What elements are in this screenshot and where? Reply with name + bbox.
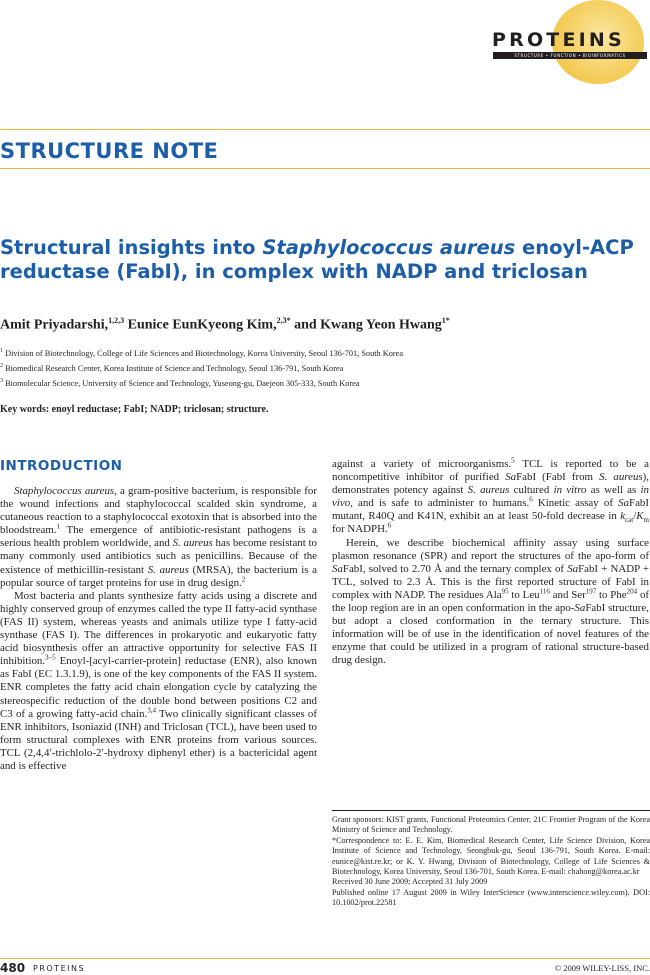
author-name: and Kwang Yeon Hwang [294,317,442,333]
body-column-right [332,458,649,668]
published-note: Published online 17 August 2009 in Wiley InterScience (www.interscience.wiley.com). DOI: 10.1002/prot.22581 [332,887,650,908]
journal-tagline: STRUCTURE • FUNCTION • BIOINFORMATICS [493,52,647,59]
body-column-left [0,485,317,773]
header-rule [0,129,650,130]
received-date: Received 30 June 2009; Accepted 31 July 2009 [332,877,488,887]
author-name: Eunice EunKyeong Kim, [127,317,277,333]
footnotes [332,815,650,909]
paragraph: Herein, we describe biochemical affinity assay using surface plasmon resonance (SPR) and report the structures of the apo-form of SaFabI, solved to 2.70 Å and the ternary complex of SaFabI + NADP + TCL, solved to 2.3 Å. This is the first reported structure of FabI in complex with NADP. The residues Ala$^{95}$ to Leu$^{116}$ and Ser$^{197}$ to Phe$^{204}$ of the loop region are in an open conformation in the apo-SaFabI structure, but adopt a closed conformation in the ternary structure. This information will be of use in the identification of novel features of the enzyme that could be utilized in a program of rational structure-based drug design. [332,536,650,667]
journal-logo: PROTEINS [492,29,625,51]
author-name: Amit Priyadarshi, [0,317,109,333]
affiliation: $^2$ Biomedical Research Center, Korea Institute of Science and Technology, Seoul 136-791, South Korea [0,363,344,373]
page-number: 480 [0,961,26,975]
copyright: © 2009 WILEY-LISS, INC. [554,963,650,973]
affiliation: $^3$ Biomolecular Science, University of Science and Technology, Yuseong-gu, Daejeon 305-333, South Korea [0,378,360,388]
footer-journal-name: PROTEINS [33,964,86,973]
intro-heading: INTRODUCTION [0,458,123,474]
section-rule [0,168,650,169]
paragraph: against a variety of microorganisms.$^5$ TCL is reported to be a noncompetitive inhibitor of purified SaFabI (FabI from S. aureus), demonstrates potency against S. aureus cultured in vitro as well as in vivo, and is safe to administer to humans.$^6$ Kinetic assay of SaFabI mutant, R40Q and K41N, exhibit an at least 50-fold decrease in $k_{cat}/K_m$ for NADPH.$^6$ [332,456,650,536]
author-list: Amit Priyadarshi,$^{1,2,3}$ Eunice EunKyeong Kim,$^{2,3*}$ and Kwang Yeon Hwang$^{1*}$ [0,316,450,333]
affiliation: $^1$ Division of Biotechnology, College of Life Sciences and Biotechnology, Korea University, Seoul 136-701, South Korea [0,348,404,358]
section-label: STRUCTURE NOTE [0,139,219,163]
article-title: Structural insights into Staphylococcus aureus enoyl-ACP reductase (FabI), in complex with NADP and triclosan [0,236,634,283]
footer-rule [0,958,650,959]
paragraph: Most bacteria and plants synthesize fatty acids using a discrete and highly conserved group of enzymes called the type II fatty-acid synthase (FAS II) system, whereas yeasts and animals utilize type I fatty-acid synthase (FAS I). The differences in prokaryotic and eukaryotic fatty acid biosynthesis offer an attractive opportunity for selective FAS II inhibition.$^{3-5}$ Enoyl-[acyl-carrier-protein] reductase (ENR), also known as FabI (EC 1.3.1.9), is one of the key components of the FAS II system. ENR completes the fatty acid chain elongation cycle by catalyzing the stereospecific reduction of the double bond between positions C2 and C3 of a growing fatty-acid chain.$^{3,4}$ Two clinically significant classes of ENR inhibitors, Isoniazid (INH) and Triclosan (TCL), have been used to form structural complexes with ENR proteins from various sources. TCL (2,4,4′-trichlolo-2′-hydroxy diphenyl ether) is a bactericidal agent and is effective [0,589,317,772]
paragraph: Staphylococcus aureus, a gram-positive bacterium, is responsible for the wound infections and staphylococcal scalded skin syndrome, a cutaneous reaction to a staphylococcal exotoxin that is absorbed into the bloodstream.$^1$ The emergence of antibiotic-resistant pathogens is a serious health problem worldwide, and S. aureus has become resistant to many commonly used antibiotics such as penicillins. Because of the existence of methicillin-resistant S. aureus (MRSA), the bacterium is a popular source of target proteins for use in drug design.$^2$ [0,485,318,589]
correspondence-note: *Correspondence to: E. E. Kim, Biomedical Research Center, Life Science Division, Korea Institute of Science and Technology, Seongbuk-gu, Seoul 136-791, South Korea. E-mail: eunice@kist.re.kr; or K. Y. Hwang, Division of Biotechnology, College of Life Sciences & Biotechnology, Korea University, Seoul 136-701, South Korea. E-mail: chahong@korea.ac.kr [332,835,650,877]
footnote-rule [332,810,650,811]
keywords: Key words: enoyl reductase; FabI; NADP; triclosan; structure. [0,404,269,415]
grant-note: Grant sponsors: KIST grants, Functional Proteomics Center, 21C Frontier Program of the Korea Ministry of Science and Technology. [332,815,650,835]
